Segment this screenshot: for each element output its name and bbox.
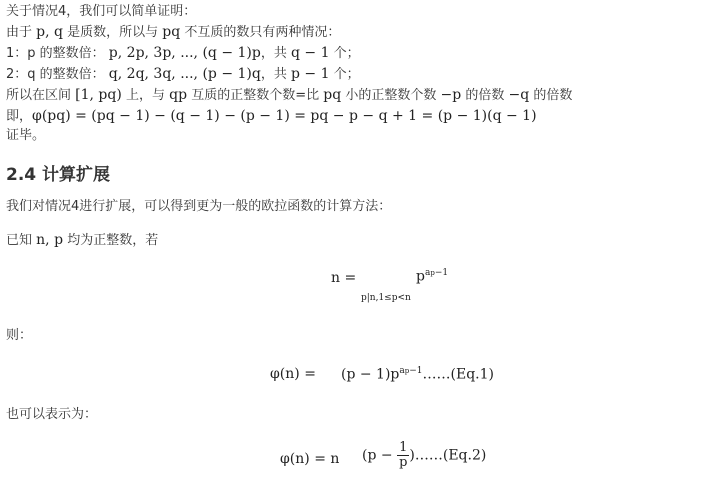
text: 上，与	[125, 88, 165, 103]
text: ，共	[260, 67, 287, 82]
text: 2：q 的整数倍：	[6, 67, 105, 82]
text: 互质的正整数个数=比	[191, 88, 320, 103]
section-heading: 2.4 计算扩展	[6, 165, 111, 185]
exp-a: a	[424, 268, 431, 278]
equation-1-body	[341, 366, 494, 383]
text: 是质数，所以与	[67, 25, 159, 40]
text: 均为正整数，若	[67, 233, 159, 248]
math-qp: qp	[169, 87, 188, 103]
math-pq: pq	[323, 87, 342, 103]
eq-exponent	[399, 366, 422, 376]
text: 已知	[6, 233, 33, 248]
math-neg-p: −p	[440, 87, 462, 103]
equation-n-term	[416, 268, 448, 285]
text: 个；	[333, 46, 360, 61]
eq-exponent	[425, 268, 448, 278]
equation-1	[270, 366, 316, 382]
math-q-multiples: q, 2q, 3q, ..., (p − 1)q	[108, 66, 261, 82]
math-neg-q: −q	[508, 87, 530, 103]
proof-case-2	[6, 64, 360, 85]
text: 1：p 的整数倍：	[6, 46, 105, 61]
exp-sub: p	[404, 367, 410, 375]
equation-2	[280, 451, 339, 467]
math-phi-pq: φ(pq) = (pq − 1) − (q − 1) − (p − 1) = pq − p − q + 1 = (p − 1)(q − 1)	[32, 108, 537, 124]
paragraph-extension: 我们对情况4进行扩展，可以得到更为一般的欧拉函数的计算方法：	[6, 199, 392, 214]
math-np: n, p	[36, 232, 64, 248]
eq-lhs: φ(n) =	[270, 366, 316, 382]
proof-end: 证毕。	[6, 128, 46, 143]
proof-case-1	[6, 43, 360, 64]
text: 的倍数	[533, 88, 573, 103]
math-interval: [1, pq)	[75, 87, 122, 103]
text: 所以在区间	[6, 88, 72, 103]
text: 的倍数	[465, 88, 505, 103]
math-count: p − 1	[291, 66, 330, 82]
proof-interval	[6, 85, 572, 106]
eq-open: (p −	[362, 447, 393, 464]
eq-lhs: n =	[331, 270, 357, 286]
proof-intro: 关于情况4，我们可以简单证明：	[6, 4, 197, 19]
equation-n	[331, 270, 356, 286]
paragraph-alternatively: 也可以表示为：	[6, 407, 98, 422]
equation-n-subscript: p|n,1≤p<n	[361, 293, 411, 303]
math-pq-vars: p, q	[36, 24, 63, 40]
paragraph-then: 则：	[6, 328, 33, 343]
proof-line-prime	[6, 22, 340, 43]
math-p-multiples: p, 2p, 3p, ..., (q − 1)p	[108, 45, 261, 61]
math-pq: pq	[162, 24, 181, 40]
text: 小的正整数个数	[345, 88, 437, 103]
eq-tail: ……(Eq.1)	[422, 366, 494, 383]
fraction	[397, 441, 409, 470]
text: ，共	[260, 46, 287, 61]
paragraph-given	[6, 230, 158, 251]
fraction-numerator: 1	[397, 441, 409, 456]
equation-2-body	[362, 441, 486, 470]
eq-close: )……(Eq.2)	[409, 447, 487, 464]
eq-body: (p − 1)p	[341, 366, 400, 383]
eq-lhs: φ(n) = n	[280, 451, 340, 467]
exp-sub: p	[430, 269, 435, 277]
eq-base: p	[416, 268, 425, 285]
exp-tail: −1	[434, 268, 449, 278]
text: 即，	[6, 109, 33, 124]
exp-a: a	[399, 366, 405, 376]
text: 由于	[6, 25, 33, 40]
proof-result	[6, 106, 537, 127]
exp-tail: −1	[409, 366, 423, 376]
math-count: q − 1	[291, 45, 330, 61]
text: 个；	[333, 67, 360, 82]
fraction-denominator: p	[399, 455, 408, 470]
text: 不互质的数只有两种情况：	[184, 25, 341, 40]
